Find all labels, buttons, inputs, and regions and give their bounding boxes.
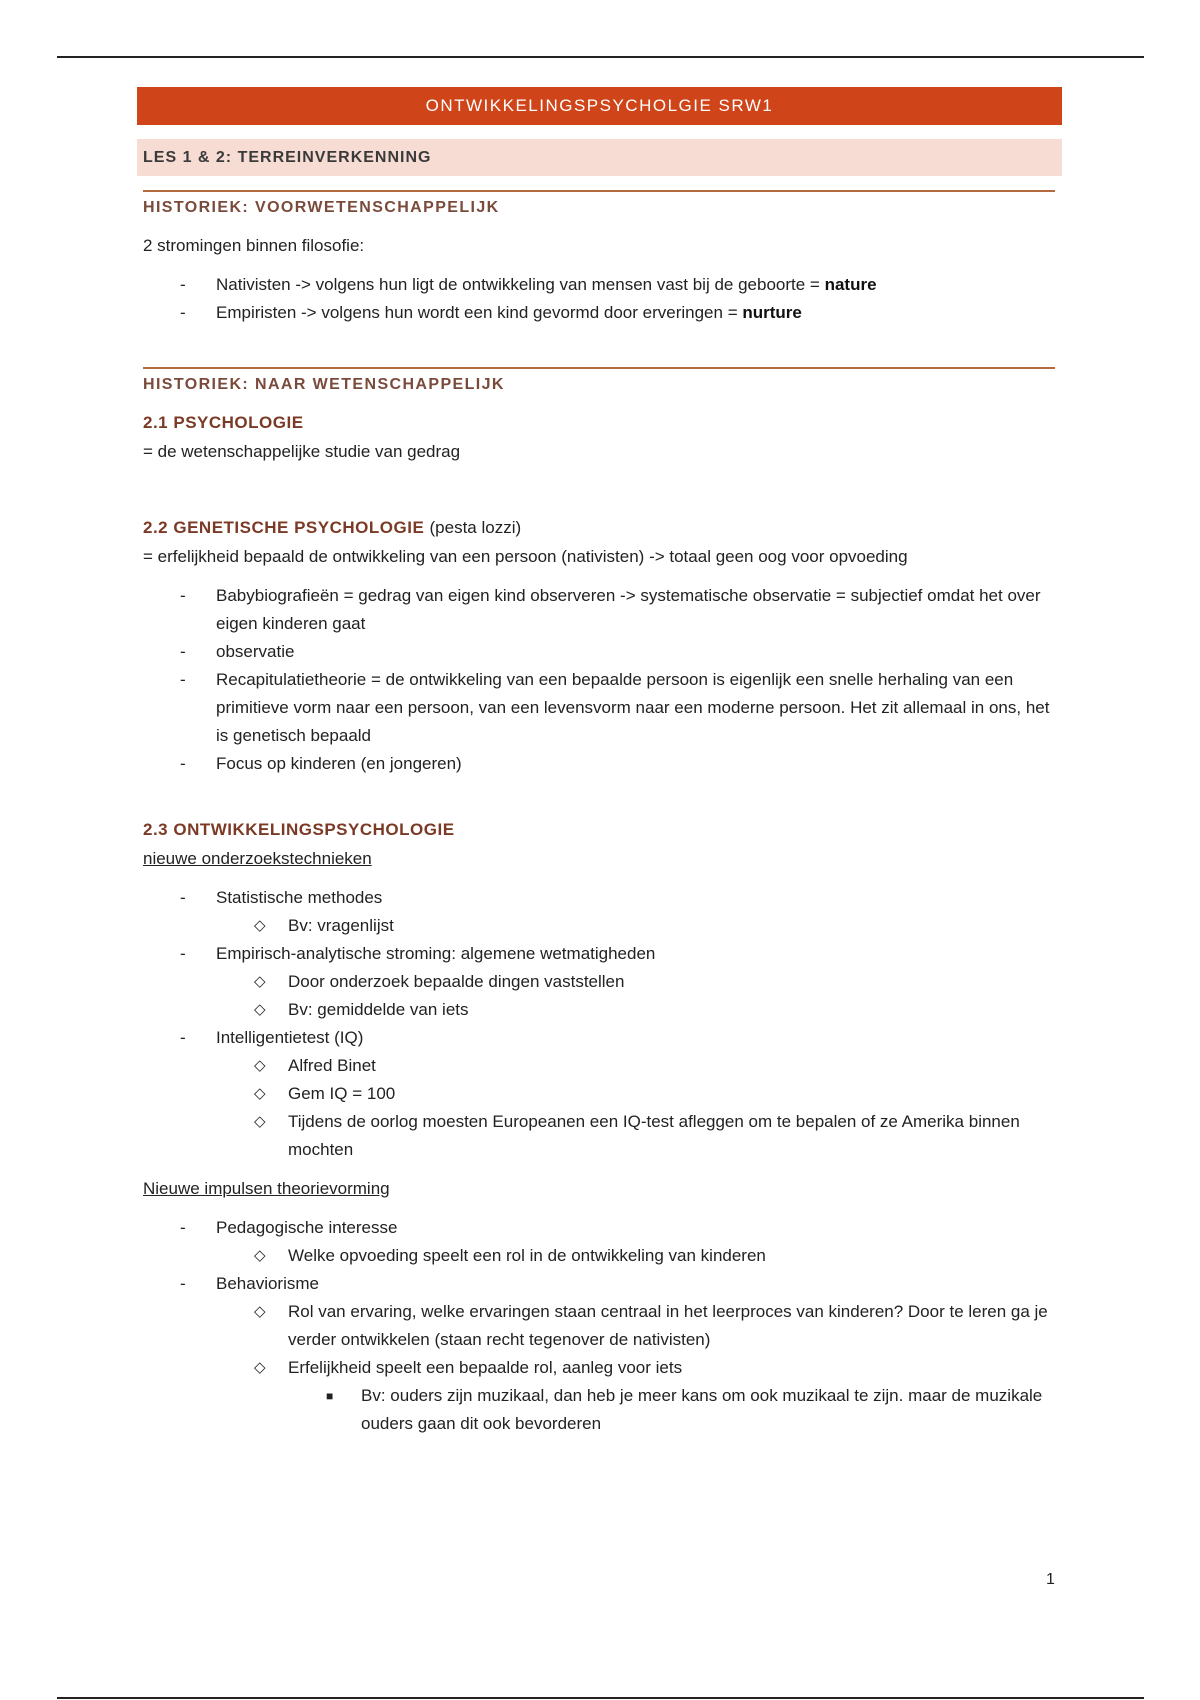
dash-bullet-icon: - bbox=[180, 670, 186, 689]
definition-text: = erfelijkheid bepaald de ontwikkeling van een persoon (nativisten) -> totaal geen oog voor opvoeding bbox=[143, 547, 908, 566]
diamond-bullet-icon: ◇ bbox=[254, 1247, 266, 1264]
dash-bullet-icon: - bbox=[180, 303, 186, 322]
list-item: ◇ Bv: gemiddelde van iets bbox=[288, 996, 1058, 1024]
diamond-bullet-icon: ◇ bbox=[254, 973, 266, 990]
list-item: - Statistische methodes bbox=[216, 884, 1056, 912]
list-item: - Behaviorisme bbox=[216, 1270, 1056, 1298]
list-item: ◇ Rol van ervaring, welke ervaringen staan centraal in het leerproces van kinderen? Door te leren ga je verder ontwikkelen (staan recht tegenover de nativisten) bbox=[288, 1298, 1058, 1354]
underlined-subheading: Nieuwe impulsen theorievorming bbox=[143, 1179, 390, 1198]
section-rule bbox=[143, 367, 1055, 369]
diamond-bullet-icon: ◇ bbox=[254, 1359, 266, 1376]
list-item: - observatie bbox=[216, 638, 1056, 666]
list-item: - Empirisch-analytische stroming: algemene wetmatigheden bbox=[216, 940, 1056, 968]
square-bullet-icon: ■ bbox=[326, 1389, 334, 1403]
subsection-heading: 2.3 ONTWIKKELINGSPSYCHOLOGIE bbox=[143, 820, 455, 839]
underlined-subheading: nieuwe onderzoekstechnieken bbox=[143, 849, 372, 868]
dash-bullet-icon: - bbox=[180, 1218, 186, 1237]
dash-bullet-icon: - bbox=[180, 1274, 186, 1293]
definition-text: = de wetenschappelijke studie van gedrag bbox=[143, 442, 461, 461]
list-item: - Nativisten -> volgens hun ligt de ontwikkeling van mensen vast bij de geboorte = nature bbox=[216, 271, 1056, 299]
list-item: ◇ Tijdens de oorlog moesten Europeanen een IQ-test afleggen om te bepalen of ze Amerika binnen mochten bbox=[288, 1108, 1058, 1164]
section-heading: HISTORIEK: NAAR WETENSCHAPPELIJK bbox=[143, 376, 505, 393]
dash-bullet-icon: - bbox=[180, 586, 186, 605]
section-heading: HISTORIEK: VOORWETENSCHAPPELIJK bbox=[143, 199, 500, 216]
dash-bullet-icon: - bbox=[180, 754, 186, 773]
dash-bullet-icon: - bbox=[180, 944, 186, 963]
dash-bullet-icon: - bbox=[180, 642, 186, 661]
list-item: - Recapitulatietheorie = de ontwikkeling van een bepaalde persoon is eigenlijk een snelle herhaling van een primitieve vorm naar een persoon, van een levensvorm naar een moderne persoon. Het zit allemaal in ons, het is genetisch bepaald bbox=[216, 666, 1056, 750]
diamond-bullet-icon: ◇ bbox=[254, 1113, 266, 1130]
list-item: - Focus op kinderen (en jongeren) bbox=[216, 750, 1056, 778]
list-item: - Pedagogische interesse bbox=[216, 1214, 1056, 1242]
list-item: ◇ Bv: vragenlijst bbox=[288, 912, 1058, 940]
dash-bullet-icon: - bbox=[180, 1028, 186, 1047]
section-intro: 2 stromingen binnen filosofie: bbox=[143, 236, 365, 255]
diamond-bullet-icon: ◇ bbox=[254, 1001, 266, 1018]
subsection-heading: 2.2 GENETISCHE PSYCHOLOGIE (pesta lozzi) bbox=[143, 518, 522, 537]
list-item: ◇ Gem IQ = 100 bbox=[288, 1080, 1058, 1108]
list-item: ◇ Welke opvoeding speelt een rol in de ontwikkeling van kinderen bbox=[288, 1242, 1058, 1270]
diamond-bullet-icon: ◇ bbox=[254, 1085, 266, 1102]
list-item: - Intelligentietest (IQ) bbox=[216, 1024, 1056, 1052]
bottom-rule bbox=[57, 1697, 1144, 1699]
diamond-bullet-icon: ◇ bbox=[254, 1303, 266, 1320]
section-rule bbox=[143, 190, 1055, 192]
list-item: ◇ Door onderzoek bepaalde dingen vaststellen bbox=[288, 968, 1058, 996]
dash-bullet-icon: - bbox=[180, 275, 186, 294]
page-number: 1 bbox=[1046, 1571, 1055, 1588]
list-item: - Empiristen -> volgens hun wordt een kind gevormd door erveringen = nurture bbox=[216, 299, 1056, 327]
dash-bullet-icon: - bbox=[180, 888, 186, 907]
subsection-heading: 2.1 PSYCHOLOGIE bbox=[143, 413, 304, 432]
diamond-bullet-icon: ◇ bbox=[254, 917, 266, 934]
list-item: ■ Bv: ouders zijn muzikaal, dan heb je meer kans om ook muzikaal te zijn. maar de muzikale ouders gaan dit ook bevorderen bbox=[361, 1382, 1061, 1438]
list-item: ◇ Erfelijkheid speelt een bepaalde rol, aanleg voor iets bbox=[288, 1354, 1058, 1382]
document-title: ONTWIKKELINGSPSYCHOLGIE SRW1 bbox=[137, 87, 1062, 125]
list-item: ◇ Alfred Binet bbox=[288, 1052, 1058, 1080]
diamond-bullet-icon: ◇ bbox=[254, 1057, 266, 1074]
top-rule bbox=[57, 56, 1144, 58]
lesson-heading: LES 1 & 2: TERREINVERKENNING bbox=[137, 139, 1062, 176]
list-item: - Babybiografieën = gedrag van eigen kind observeren -> systematische observatie = subjectief omdat het over eigen kinderen gaat bbox=[216, 582, 1056, 638]
